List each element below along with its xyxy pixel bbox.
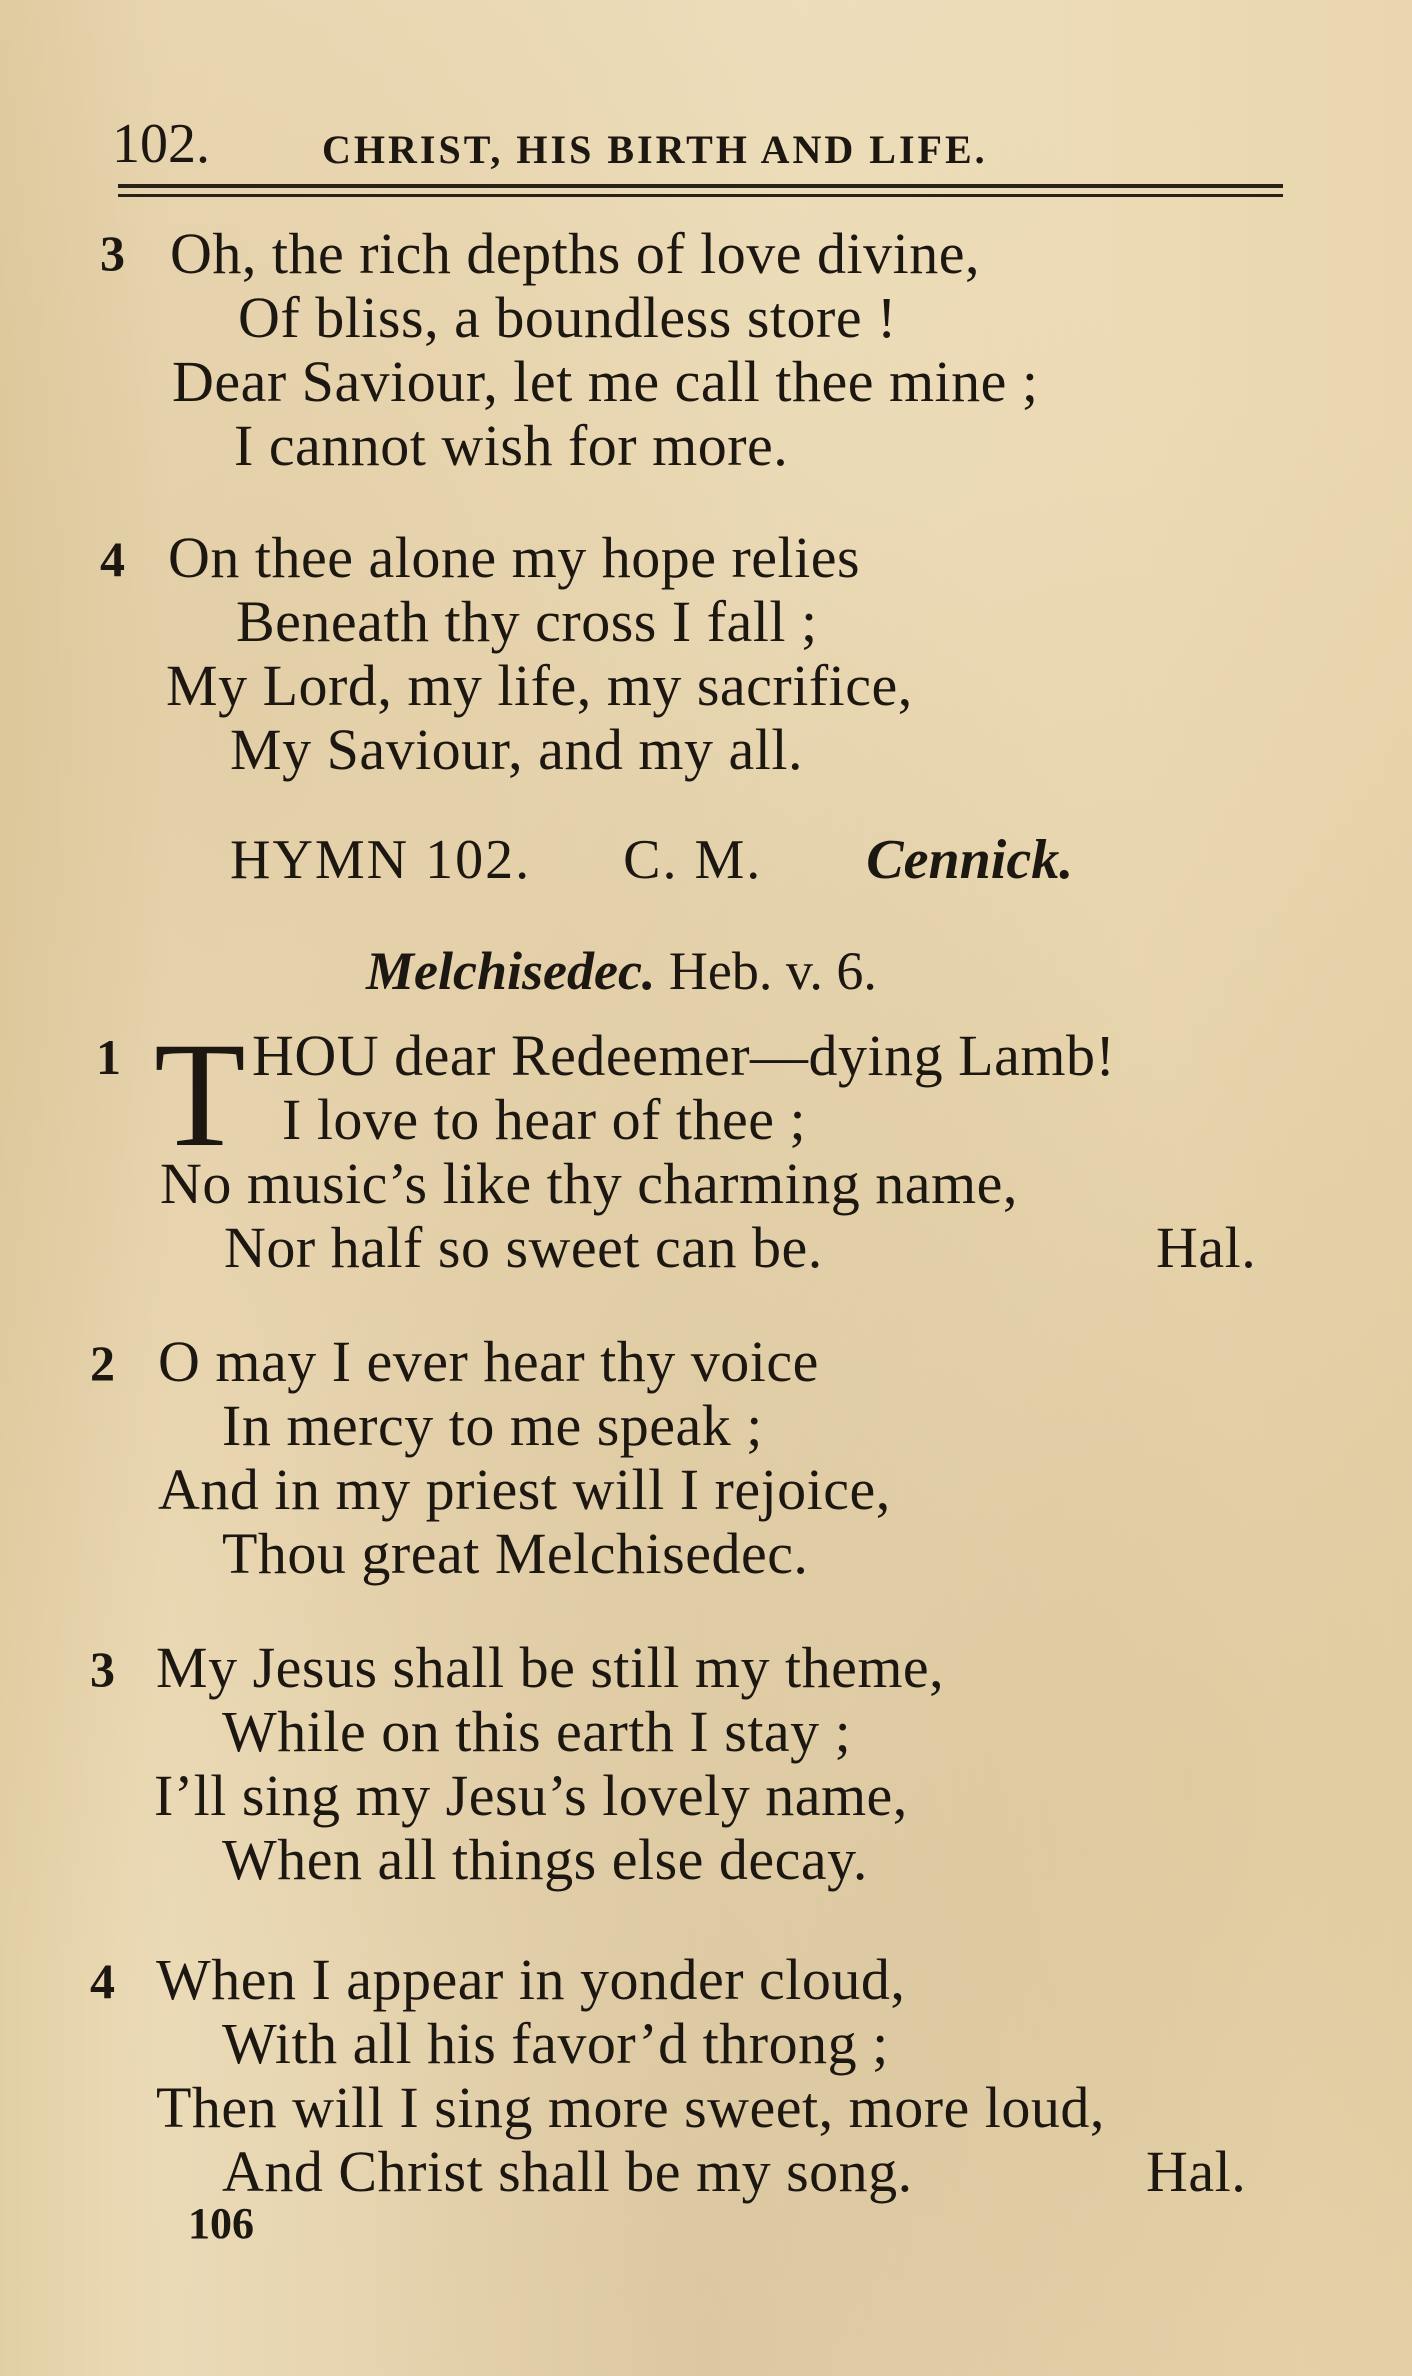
verse-line: Dear Saviour, let me call thee mine ;: [172, 349, 1039, 414]
verse-line: O may I ever hear thy voice: [158, 1329, 819, 1394]
verse-line: With all his favor’d throng ;: [222, 2011, 889, 2076]
hymn-label: HYMN 102.: [230, 829, 532, 891]
hymn-meter: C. M.: [623, 829, 763, 891]
verse-line: My Lord, my life, my sacrifice,: [166, 653, 913, 718]
verse-line: In mercy to me speak ;: [222, 1393, 763, 1458]
verse-line: My Jesus shall be still my theme,: [156, 1635, 945, 1700]
verse-line: I’ll sing my Jesu’s lovely name,: [154, 1763, 908, 1828]
verse-line: While on this earth I stay ;: [222, 1699, 852, 1764]
stanza-number: 1: [96, 1029, 121, 1085]
header-rule-bottom: [118, 194, 1283, 197]
signature-mark: 106: [188, 2199, 254, 2248]
verse-line: I cannot wish for more.: [234, 413, 789, 478]
stanza-number: 4: [90, 1953, 115, 2009]
header-rule-top: [118, 184, 1283, 188]
verse-line: I love to hear of thee ;: [282, 1087, 807, 1152]
verse-line: Beneath thy cross I fall ;: [236, 589, 818, 654]
verse-line: No music’s like thy charming name,: [160, 1151, 1018, 1216]
verse-line: Nor half so sweet can be.: [224, 1215, 823, 1280]
verse-line: On thee alone my hope relies: [168, 525, 861, 590]
verse-line: Then will I sing more sweet, more loud,: [156, 2075, 1105, 2140]
tune-name: Hal.: [1156, 1215, 1257, 1280]
verse-line: And in my priest will I rejoice,: [158, 1457, 891, 1522]
subtitle-topic: Melchisedec.: [366, 941, 656, 1001]
hymn-subtitle: [366, 940, 877, 1002]
stanza-number: 3: [100, 225, 125, 281]
hymn-author: Cennick.: [866, 829, 1074, 891]
stanza-number: 3: [90, 1641, 115, 1697]
verse-line: HOU dear Redeemer—dying Lamb!: [252, 1023, 1116, 1088]
verse-line: When I appear in yonder cloud,: [156, 1947, 906, 2012]
page-number: 102.: [112, 113, 210, 175]
stanza-number: 4: [100, 531, 125, 587]
verse-line: Thou great Melchisedec.: [222, 1521, 809, 1586]
running-title: CHRIST, HIS BIRTH AND LIFE.: [322, 127, 988, 172]
tune-name: Hal.: [1146, 2139, 1247, 2204]
drop-cap-initial: T: [154, 1012, 246, 1178]
verse-line: Oh, the rich depths of love divine,: [170, 221, 980, 286]
verse-line: When all things else decay.: [222, 1827, 868, 1892]
subtitle-reference: Heb. v. 6.: [668, 941, 877, 1001]
stanza-number: 2: [90, 1335, 115, 1391]
verse-line: My Saviour, and my all.: [230, 717, 804, 782]
verse-line: And Christ shall be my song.: [222, 2139, 913, 2204]
hymn-heading: [230, 828, 1073, 892]
verse-line: Of bliss, a boundless store !: [238, 285, 897, 350]
